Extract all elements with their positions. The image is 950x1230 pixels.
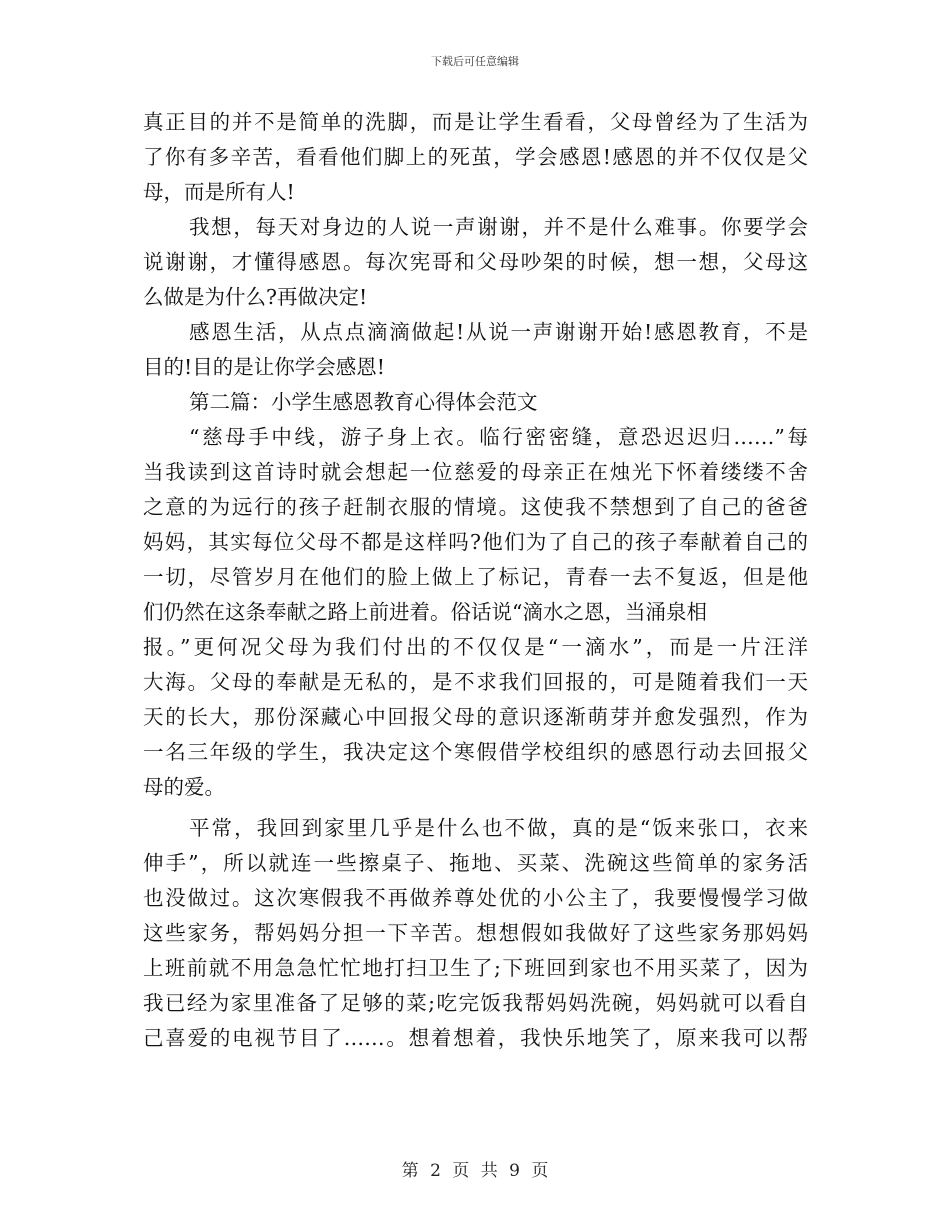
text-line: 一名三年级的学生，我决定这个寒假借学校组织的感恩行动去回报父	[143, 740, 808, 764]
text-line: 第二篇：小学生感恩教育心得体会范文	[189, 390, 538, 414]
document-body	[143, 105, 808, 1056]
text-line: 上班前就不用急急忙忙地打扫卫生了;下班回到家也不用买菜了，因为	[143, 956, 808, 980]
text-line: 母，而是所有人!	[143, 180, 295, 204]
text-line: 感恩生活，从点点滴滴做起!从说一声谢谢开始!感恩教育，不是	[189, 320, 808, 344]
text-line: 我已经为家里准备了足够的菜;吃完饭我帮妈妈洗碗，妈妈就可以看自	[143, 991, 808, 1015]
text-line: 们仍然在这条奉献之路上前进着。俗话说“滴水之恩，当涌泉相	[143, 600, 707, 624]
text-line: 说谢谢，才懂得感恩。每次宪哥和父母吵架的时候，想一想，父母这	[143, 250, 808, 274]
page-footer: 第 2 页 共 9 页	[401, 1161, 549, 1181]
page-header: 下载后可任意编辑	[431, 55, 519, 68]
text-line: 也没做过。这次寒假我不再做养尊处优的小公主了，我要慢慢学习做	[143, 886, 808, 910]
text-line: “慈母手中线，游子身上衣。临行密密缝，意恐迟迟归……”每	[189, 425, 808, 449]
text-line: 了你有多辛苦，看看他们脚上的死茧，学会感恩!感恩的并不仅仅是父	[143, 145, 808, 169]
text-line: 妈妈，其实每位父母不都是这样吗?他们为了自己的孩子奉献着自己的	[143, 530, 808, 554]
text-line: 么做是为什么?再做决定!	[143, 285, 368, 309]
text-line: 己喜爱的电视节目了……。想着想着，我快乐地笑了，原来我可以帮	[143, 1026, 808, 1050]
text-line: 我想，每天对身边的人说一声谢谢，并不是什么难事。你要学会	[189, 215, 808, 239]
text-line: 一切，尽管岁月在他们的脸上做上了标记，青春一去不复返，但是他	[143, 565, 808, 589]
text-line: 天的长大，那份深藏心中回报父母的意识逐渐萌芽并愈发强烈，作为	[143, 705, 808, 729]
text-line: 这些家务，帮妈妈分担一下辛苦。想想假如我做好了这些家务那妈妈	[143, 921, 808, 945]
text-line: 报。”更何况父母为我们付出的不仅仅是“一滴水”，而是一片汪洋	[143, 635, 808, 659]
text-line: 母的爱。	[143, 775, 225, 799]
text-line: 大海。父母的奉献是无私的，是不求我们回报的，可是随着我们一天	[143, 670, 808, 694]
text-line: 真正目的并不是简单的洗脚，而是让学生看看，父母曾经为了生活为	[143, 110, 808, 134]
text-line: 平常，我回到家里几乎是什么也不做，真的是“饭来张口，衣来	[189, 816, 808, 840]
text-line: 之意的为远行的孩子赶制衣服的情境。这使我不禁想到了自己的爸爸	[143, 495, 808, 519]
text-line: 伸手”，所以就连一些擦桌子、拖地、买菜、洗碗这些简单的家务活	[143, 851, 808, 875]
text-line: 当我读到这首诗时就会想起一位慈爱的母亲正在烛光下怀着缕缕不舍	[143, 460, 808, 484]
text-line: 目的!目的是让你学会感恩!	[143, 355, 385, 379]
